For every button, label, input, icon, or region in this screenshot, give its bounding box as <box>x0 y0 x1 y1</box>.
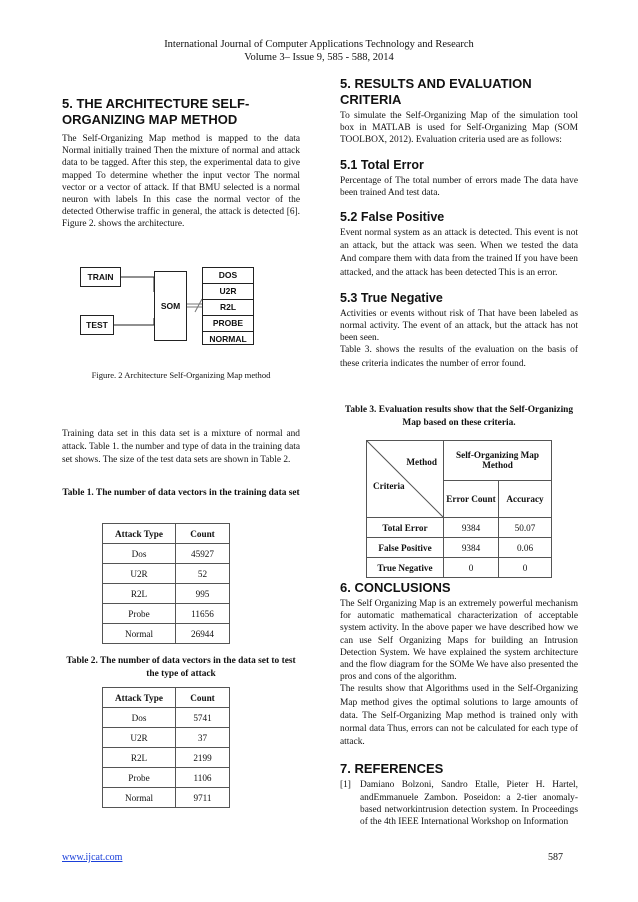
cell: R2L <box>103 748 176 768</box>
s53-heading: 5.3 True Negative <box>340 290 443 305</box>
table3-caption: Table 3. Evaluation results show that the Self-Organizing Map based on these criteria. <box>344 405 574 428</box>
conclusions-paragraph1: The Self Organizing Map is an extremely powerful mechanism for automatic mathematical characterization of acceptable system activity. In the above paper we have described how we can use Self Organizing Maps for building an Intrusion Detection System. We have explained the system architecture and the flow diagram for the SOMe We have also presented the pros and cons of the algorithm. <box>340 599 578 683</box>
s52-paragraph: Event normal system as an attack is detected. This event is not an attack, but the attack was seen. When we tested the data And compare them with data from the trained If you have been attacked, and the attack has been detected This is an error. <box>340 228 578 278</box>
cell: Probe <box>103 604 176 624</box>
table-row <box>367 538 552 558</box>
references-heading: 7. REFERENCES <box>340 761 444 777</box>
training-paragraph: Training data set in this data set is a mixture of normal and attack. Table 1. the number and type of data in the training data set shows. The size of the test data sets are shown in Table 2. <box>62 429 300 466</box>
section5-paragraph: The Self-Organizing Map method is mapped to the data Normal initially trained Then the mixture of normal and attack data to be tagged. After this step, the experimental data to give mapped To determine whether the input vector The normal vector or a vector of attack. If that BMU selected is a normal neuron with labels In this case the normal vector of the detected Otherwise traffic in general, the attack is detected [6]. Figure 2. shows the architecture. <box>62 134 300 230</box>
cell: 26944 <box>176 624 230 644</box>
table1-header-type: Attack Type <box>103 524 176 544</box>
s51-paragraph: Percentage of The total number of errors made The data have been trained And test data. <box>340 175 578 198</box>
cell: 2199 <box>176 748 230 768</box>
footer-url-link[interactable]: www.ijcat.com <box>62 852 123 863</box>
s53-paragraph1: Activities or events without risk of That have been labeled as normal activity. The event of an attack, but the attack has not been seen. <box>340 308 578 344</box>
table-row <box>103 768 230 788</box>
table2-header-count: Count <box>176 688 230 708</box>
table-row <box>103 544 230 564</box>
table-row <box>103 748 230 768</box>
output-r2l: R2L <box>203 300 253 316</box>
table3-accuracy-header: Accuracy <box>499 480 552 518</box>
table3-error-count-header: Error Count <box>444 480 499 518</box>
table1-caption: Table 1. The number of data vectors in the training data set <box>62 488 300 498</box>
cell: Total Error <box>367 518 444 538</box>
s52-heading: 5.2 False Positive <box>340 210 445 225</box>
cell: 0 <box>499 558 552 578</box>
reference-number: [1] <box>340 780 351 791</box>
cell: R2L <box>103 584 176 604</box>
cell: Normal <box>103 624 176 644</box>
table-row <box>103 708 230 728</box>
cell: Normal <box>103 788 176 808</box>
cell: Probe <box>103 768 176 788</box>
cell: 37 <box>176 728 230 748</box>
cell: 52 <box>176 564 230 584</box>
table3-som-header: Self-Organizing Map Method <box>444 441 552 481</box>
table-row <box>103 604 230 624</box>
cell: 0.06 <box>499 538 552 558</box>
cell: 5741 <box>176 708 230 728</box>
section5-heading: 5. THE ARCHITECTURE SELF-ORGANIZING MAP METHOD <box>62 96 250 127</box>
cell: False Positive <box>367 538 444 558</box>
outputs-box <box>202 267 254 345</box>
cell: True Negative <box>367 558 444 578</box>
results-heading: 5. RESULTS AND EVALUATION CRITERIA <box>340 76 532 107</box>
journal-title: International Journal of Computer Applications Technology and Research <box>164 39 474 50</box>
cell: 50.07 <box>499 518 552 538</box>
table1-header-count: Count <box>176 524 230 544</box>
output-probe: PROBE <box>203 316 253 332</box>
journal-volume: Volume 3– Issue 9, 585 - 588, 2014 <box>244 52 394 63</box>
cell: 995 <box>176 584 230 604</box>
figure-caption: Figure. 2 Architecture Self-Organizing Map method <box>91 370 271 380</box>
cell: 11656 <box>176 604 230 624</box>
cell: 0 <box>444 558 499 578</box>
cell: U2R <box>103 728 176 748</box>
table-row <box>103 624 230 644</box>
cell: U2R <box>103 564 176 584</box>
test-box: TEST <box>80 315 114 335</box>
table2 <box>102 687 230 808</box>
conclusions-heading: 6. CONCLUSIONS <box>340 580 451 595</box>
reference-text: Damiano Bolzoni, Sandro Etalle, Pieter H. Hartel, andEmmanuele Zambon. Poseidon: a 2-tier anomaly-based networkintrusion detection system. In Proceedings of the 4th IEEE International Workshop on Information <box>360 780 578 828</box>
architecture-figure <box>62 240 300 380</box>
table1 <box>102 523 230 644</box>
results-paragraph: To simulate the Self-Organizing Map of the simulation tool box in MATLAB is used for Self-Organizing Map (SOM TOOLBOX, 2012). Evaluation criteria used are as follows: <box>340 111 578 146</box>
table-row <box>367 558 552 578</box>
diagonal-line <box>367 441 443 517</box>
page-number: 587 <box>548 852 563 863</box>
cell: 9711 <box>176 788 230 808</box>
table-row <box>103 728 230 748</box>
reference-1 <box>340 779 578 828</box>
table3-criteria-label: Criteria <box>373 481 405 491</box>
table2-header-type: Attack Type <box>103 688 176 708</box>
output-normal: NORMAL <box>209 334 247 344</box>
table-row <box>103 564 230 584</box>
output-dos: DOS <box>203 268 253 284</box>
table2-caption: Table 2. The number of data vectors in the data set to test the type of attack <box>66 656 296 679</box>
s51-heading: 5.1 Total Error <box>340 157 424 172</box>
conclusions-paragraph2: The results show that Algorithms used in the Self-Organizing Map method gives the optimal solutions to large amounts of data. The Self-Organizing Map method is trained only with normal data Thus, errors can not be calculated for each type of attack. <box>340 684 578 748</box>
cell: 1106 <box>176 768 230 788</box>
table-row <box>103 584 230 604</box>
table-row <box>103 788 230 808</box>
cell: 9384 <box>444 518 499 538</box>
table3-diagonal-cell <box>367 441 444 518</box>
output-u2r: U2R <box>203 284 253 300</box>
cell: 45927 <box>176 544 230 564</box>
s53-paragraph2: Table 3. shows the results of the evaluation on the basis of these criteria indicates the number of error found. <box>340 345 578 369</box>
train-box: TRAIN <box>80 267 121 287</box>
cell: Dos <box>103 708 176 728</box>
som-box: SOM <box>154 271 187 341</box>
table3 <box>366 440 552 578</box>
table3-method-label: Method <box>406 457 437 467</box>
table-row <box>367 518 552 538</box>
cell: Dos <box>103 544 176 564</box>
cell: 9384 <box>444 538 499 558</box>
